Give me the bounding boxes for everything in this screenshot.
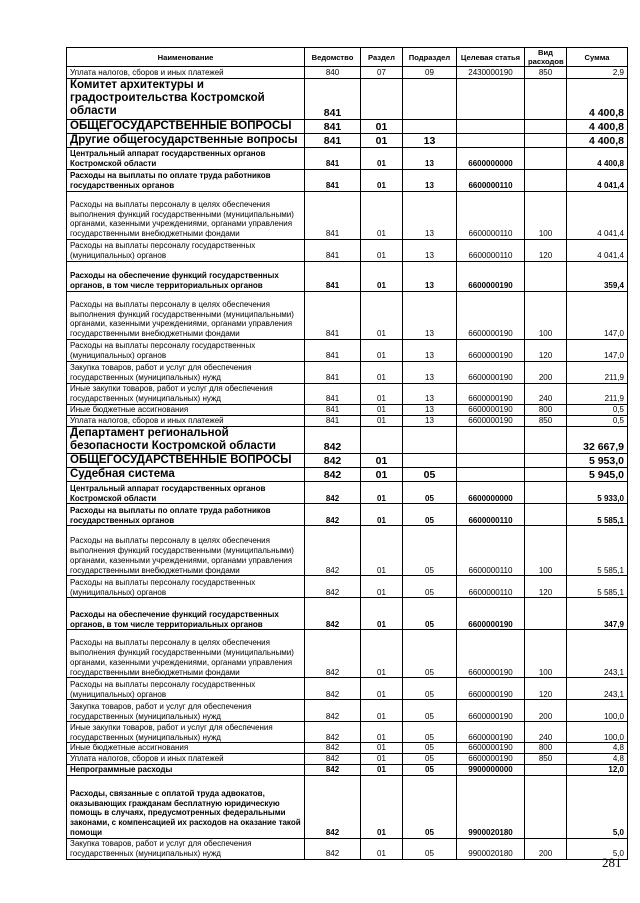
cell-name: Расходы на выплаты персоналу в целях обеспечения выполнения функций государственными (муниципальными) органами, казенными учреждениями, органами управления государственными внебюджетными фондами [67, 630, 305, 678]
cell-sum: 0,5 [567, 415, 628, 426]
cell-sum: 211,9 [567, 384, 628, 405]
cell-subsection: 13 [403, 133, 457, 147]
cell-expense-type: 100 [525, 526, 567, 576]
cell-target-article [457, 468, 525, 482]
cell-target-article: 6600000190 [457, 722, 525, 743]
cell-department: 841 [305, 262, 361, 292]
cell-name: Расходы на выплаты персоналу государственных (муниципальных) органов [67, 576, 305, 598]
cell-sum: 4 041,4 [567, 240, 628, 262]
cell-target-article [457, 119, 525, 133]
cell-section: 01 [361, 754, 403, 765]
cell-sum: 4,8 [567, 743, 628, 754]
cell-subsection: 05 [403, 598, 457, 630]
cell-expense-type: 850 [525, 67, 567, 79]
cell-name: Непрограммные расходы [67, 765, 305, 776]
cell-expense-type [525, 119, 567, 133]
cell-sum: 147,0 [567, 292, 628, 340]
cell-subsection [403, 454, 457, 468]
cell-department: 841 [305, 192, 361, 240]
cell-expense-type: 800 [525, 743, 567, 754]
cell-subsection: 13 [403, 415, 457, 426]
cell-department: 842 [305, 598, 361, 630]
cell-section: 01 [361, 148, 403, 170]
cell-target-article: 9900020180 [457, 838, 525, 859]
cell-section: 01 [361, 576, 403, 598]
cell-expense-type [525, 598, 567, 630]
cell-section: 01 [361, 482, 403, 504]
cell-department: 841 [305, 292, 361, 340]
cell-target-article: 6600000190 [457, 415, 525, 426]
cell-department: 842 [305, 504, 361, 526]
table-row [67, 262, 628, 292]
cell-name: Центральный аппарат государственных органов Костромской области [67, 482, 305, 504]
header-subsection: Подраздел [403, 48, 457, 67]
cell-subsection: 13 [403, 240, 457, 262]
table-row [67, 405, 628, 416]
cell-section: 01 [361, 192, 403, 240]
cell-sum: 4,8 [567, 754, 628, 765]
cell-section: 01 [361, 292, 403, 340]
cell-sum: 147,0 [567, 340, 628, 362]
cell-department: 842 [305, 630, 361, 678]
cell-expense-type [525, 170, 567, 192]
cell-sum: 5 953,0 [567, 454, 628, 468]
cell-subsection: 05 [403, 678, 457, 700]
cell-expense-type: 240 [525, 722, 567, 743]
header-target-article: Целевая статья [457, 48, 525, 67]
cell-subsection: 05 [403, 576, 457, 598]
cell-expense-type [525, 262, 567, 292]
cell-subsection: 05 [403, 526, 457, 576]
cell-sum: 5 585,1 [567, 526, 628, 576]
cell-target-article: 9900020180 [457, 775, 525, 838]
table-row [67, 468, 628, 482]
table-row [67, 754, 628, 765]
cell-section: 01 [361, 340, 403, 362]
cell-subsection: 05 [403, 743, 457, 754]
cell-sum: 5 585,1 [567, 504, 628, 526]
table-row [67, 384, 628, 405]
cell-name: Иные закупки товаров, работ и услуг для обеспечения государственных (муниципальных) нужд [67, 384, 305, 405]
cell-expense-type: 800 [525, 405, 567, 416]
table-row [67, 482, 628, 504]
cell-section: 01 [361, 722, 403, 743]
table-row [67, 598, 628, 630]
cell-target-article: 6600000110 [457, 504, 525, 526]
cell-name: ОБЩЕГОСУДАРСТВЕННЫЕ ВОПРОСЫ [67, 454, 305, 468]
table-row [67, 133, 628, 147]
cell-subsection: 13 [403, 340, 457, 362]
cell-section: 01 [361, 133, 403, 147]
cell-subsection [403, 79, 457, 120]
cell-target-article: 6600000000 [457, 482, 525, 504]
cell-subsection: 05 [403, 482, 457, 504]
table-row [67, 292, 628, 340]
cell-name: Уплата налогов, сборов и иных платежей [67, 754, 305, 765]
cell-section: 01 [361, 775, 403, 838]
cell-subsection: 05 [403, 630, 457, 678]
cell-department: 842 [305, 678, 361, 700]
table-row [67, 743, 628, 754]
cell-section: 01 [361, 468, 403, 482]
cell-section: 01 [361, 454, 403, 468]
cell-department: 841 [305, 133, 361, 147]
cell-subsection: 05 [403, 838, 457, 859]
cell-sum: 5 585,1 [567, 576, 628, 598]
cell-subsection: 05 [403, 754, 457, 765]
cell-name: Расходы на выплаты персоналу в целях обеспечения выполнения функций государственными (муниципальными) органами, казенными учреждениями, органами управления государственными внебюджетными фондами [67, 292, 305, 340]
table-row [67, 630, 628, 678]
cell-sum: 0,5 [567, 405, 628, 416]
cell-section: 01 [361, 415, 403, 426]
table-row [67, 700, 628, 722]
table-row [67, 504, 628, 526]
cell-department: 842 [305, 426, 361, 453]
cell-name: ОБЩЕГОСУДАРСТВЕННЫЕ ВОПРОСЫ [67, 119, 305, 133]
cell-name: Иные бюджетные ассигнования [67, 405, 305, 416]
cell-expense-type [525, 426, 567, 453]
cell-sum: 4 400,8 [567, 119, 628, 133]
table-row [67, 362, 628, 384]
cell-subsection: 13 [403, 292, 457, 340]
cell-subsection: 05 [403, 504, 457, 526]
header-name: Наименование [67, 48, 305, 67]
cell-target-article: 6600000110 [457, 576, 525, 598]
cell-sum: 2,9 [567, 67, 628, 79]
cell-subsection: 13 [403, 384, 457, 405]
cell-section: 01 [361, 504, 403, 526]
cell-subsection: 09 [403, 67, 457, 79]
cell-target-article: 6600000190 [457, 405, 525, 416]
cell-target-article [457, 79, 525, 120]
cell-section: 07 [361, 67, 403, 79]
cell-department: 842 [305, 700, 361, 722]
cell-subsection: 05 [403, 722, 457, 743]
cell-department: 841 [305, 148, 361, 170]
cell-department: 841 [305, 119, 361, 133]
table-row [67, 678, 628, 700]
table-row [67, 240, 628, 262]
table-row [67, 838, 628, 859]
cell-target-article: 2430000190 [457, 67, 525, 79]
cell-section: 01 [361, 119, 403, 133]
budget-table [66, 47, 628, 860]
cell-name: Расходы, связанные с оплатой труда адвокатов, оказывающих гражданам бесплатную юридическую помощь в случаях, предусмотренных федеральными законами, с компенсацией их расходов на оказание такой помощи [67, 775, 305, 838]
cell-sum: 4 400,8 [567, 133, 628, 147]
cell-name: Центральный аппарат государственных органов Костромской области [67, 148, 305, 170]
cell-section [361, 79, 403, 120]
cell-name: Расходы на обеспечение функций государственных органов, в том числе территориальных органов [67, 262, 305, 292]
cell-section: 01 [361, 384, 403, 405]
cell-target-article: 6600000110 [457, 526, 525, 576]
cell-sum: 5 933,0 [567, 482, 628, 504]
cell-sum: 4 041,4 [567, 170, 628, 192]
cell-department: 842 [305, 482, 361, 504]
cell-section: 01 [361, 700, 403, 722]
cell-sum: 4 400,8 [567, 148, 628, 170]
cell-department: 841 [305, 405, 361, 416]
table-row [67, 576, 628, 598]
cell-expense-type: 850 [525, 754, 567, 765]
cell-section: 01 [361, 405, 403, 416]
cell-expense-type [525, 148, 567, 170]
cell-department: 842 [305, 526, 361, 576]
cell-section: 01 [361, 598, 403, 630]
cell-name: Расходы на выплаты по оплате труда работников государственных органов [67, 504, 305, 526]
cell-expense-type: 120 [525, 678, 567, 700]
cell-sum: 347,9 [567, 598, 628, 630]
table-row [67, 526, 628, 576]
cell-section: 01 [361, 362, 403, 384]
table-row [67, 170, 628, 192]
cell-expense-type [525, 468, 567, 482]
cell-section: 01 [361, 678, 403, 700]
cell-name: Уплата налогов, сборов и иных платежей [67, 415, 305, 426]
table-row [67, 340, 628, 362]
cell-expense-type: 120 [525, 576, 567, 598]
cell-name: Расходы на выплаты персоналу государственных (муниципальных) органов [67, 240, 305, 262]
cell-subsection: 05 [403, 775, 457, 838]
cell-name: Расходы на выплаты персоналу государственных (муниципальных) органов [67, 678, 305, 700]
cell-subsection: 05 [403, 700, 457, 722]
cell-target-article [457, 426, 525, 453]
cell-target-article: 6600000190 [457, 743, 525, 754]
cell-target-article: 6600000190 [457, 292, 525, 340]
table-row [67, 426, 628, 453]
cell-expense-type [525, 775, 567, 838]
cell-name: Расходы на обеспечение функций государственных органов, в том числе территориальных органов [67, 598, 305, 630]
cell-target-article: 6600000190 [457, 262, 525, 292]
cell-section: 01 [361, 743, 403, 754]
table-row [67, 148, 628, 170]
page-number: 281 [602, 855, 622, 870]
cell-department: 840 [305, 67, 361, 79]
cell-subsection: 13 [403, 148, 457, 170]
cell-department: 842 [305, 754, 361, 765]
cell-expense-type: 240 [525, 384, 567, 405]
cell-target-article: 6600000190 [457, 630, 525, 678]
cell-department: 842 [305, 576, 361, 598]
table-row [67, 765, 628, 776]
cell-expense-type [525, 504, 567, 526]
cell-target-article: 6600000190 [457, 700, 525, 722]
cell-department: 841 [305, 340, 361, 362]
cell-expense-type [525, 765, 567, 776]
table-row [67, 775, 628, 838]
cell-expense-type: 200 [525, 838, 567, 859]
cell-expense-type: 200 [525, 362, 567, 384]
cell-subsection: 13 [403, 405, 457, 416]
header-section: Раздел [361, 48, 403, 67]
cell-subsection: 13 [403, 192, 457, 240]
cell-department: 842 [305, 838, 361, 859]
cell-name: Закупка товаров, работ и услуг для обеспечения государственных (муниципальных) нужд [67, 838, 305, 859]
cell-section [361, 426, 403, 453]
cell-department: 842 [305, 722, 361, 743]
table-row [67, 454, 628, 468]
cell-subsection: 13 [403, 362, 457, 384]
cell-name: Судебная система [67, 468, 305, 482]
cell-section: 01 [361, 526, 403, 576]
cell-expense-type [525, 79, 567, 120]
header-expense-type: Вид расходов [525, 48, 567, 67]
cell-target-article: 6600000110 [457, 170, 525, 192]
cell-target-article: 6600000110 [457, 192, 525, 240]
cell-section: 01 [361, 630, 403, 678]
cell-sum: 243,1 [567, 678, 628, 700]
cell-name: Закупка товаров, работ и услуг для обеспечения государственных (муниципальных) нужд [67, 700, 305, 722]
cell-target-article [457, 454, 525, 468]
cell-department: 842 [305, 454, 361, 468]
cell-name: Комитет архитектуры и градостроительства Костромской области [67, 79, 305, 120]
cell-name: Департамент региональной безопасности Костромской области [67, 426, 305, 453]
cell-expense-type: 100 [525, 192, 567, 240]
header-department: Ведомство [305, 48, 361, 67]
cell-subsection: 05 [403, 468, 457, 482]
cell-name: Уплата налогов, сборов и иных платежей [67, 67, 305, 79]
cell-target-article: 6600000190 [457, 754, 525, 765]
cell-sum: 32 667,9 [567, 426, 628, 453]
cell-department: 842 [305, 743, 361, 754]
cell-target-article: 6600000190 [457, 598, 525, 630]
table-body [67, 67, 628, 860]
cell-expense-type: 850 [525, 415, 567, 426]
cell-target-article: 9900000000 [457, 765, 525, 776]
cell-name: Иные закупки товаров, работ и услуг для обеспечения государственных (муниципальных) нужд [67, 722, 305, 743]
cell-sum: 100,0 [567, 700, 628, 722]
cell-subsection: 13 [403, 170, 457, 192]
cell-target-article [457, 133, 525, 147]
table-row [67, 67, 628, 79]
cell-target-article: 6600000190 [457, 362, 525, 384]
cell-section: 01 [361, 262, 403, 292]
cell-department: 842 [305, 468, 361, 482]
cell-subsection: 13 [403, 262, 457, 292]
cell-expense-type [525, 133, 567, 147]
cell-target-article: 6600000190 [457, 384, 525, 405]
cell-sum: 12,0 [567, 765, 628, 776]
cell-expense-type: 120 [525, 340, 567, 362]
cell-target-article: 6600000190 [457, 340, 525, 362]
cell-department: 842 [305, 775, 361, 838]
cell-department: 841 [305, 79, 361, 120]
cell-department: 842 [305, 765, 361, 776]
cell-expense-type: 100 [525, 292, 567, 340]
cell-subsection [403, 426, 457, 453]
cell-target-article: 6600000110 [457, 240, 525, 262]
cell-expense-type: 120 [525, 240, 567, 262]
cell-name: Иные бюджетные ассигнования [67, 743, 305, 754]
cell-department: 841 [305, 362, 361, 384]
header-sum: Сумма [567, 48, 628, 67]
cell-name: Другие общегосударственные вопросы [67, 133, 305, 147]
cell-subsection: 05 [403, 765, 457, 776]
cell-sum: 100,0 [567, 722, 628, 743]
cell-sum: 211,9 [567, 362, 628, 384]
cell-department: 841 [305, 240, 361, 262]
table-row [67, 79, 628, 120]
cell-name: Расходы на выплаты персоналу государственных (муниципальных) органов [67, 340, 305, 362]
cell-subsection [403, 119, 457, 133]
budget-table-container [66, 47, 627, 860]
cell-department: 841 [305, 170, 361, 192]
table-header-row [67, 48, 628, 67]
cell-expense-type [525, 454, 567, 468]
cell-target-article: 6600000000 [457, 148, 525, 170]
table-row [67, 722, 628, 743]
cell-section: 01 [361, 240, 403, 262]
cell-sum: 5 945,0 [567, 468, 628, 482]
cell-section: 01 [361, 765, 403, 776]
cell-sum: 359,4 [567, 262, 628, 292]
cell-sum: 4 041,4 [567, 192, 628, 240]
cell-expense-type: 100 [525, 630, 567, 678]
cell-department: 841 [305, 415, 361, 426]
cell-sum: 4 400,8 [567, 79, 628, 120]
table-row [67, 119, 628, 133]
cell-expense-type [525, 482, 567, 504]
cell-sum: 243,1 [567, 630, 628, 678]
cell-department: 841 [305, 384, 361, 405]
cell-sum: 5,0 [567, 775, 628, 838]
cell-name: Расходы на выплаты по оплате труда работников государственных органов [67, 170, 305, 192]
cell-name: Расходы на выплаты персоналу в целях обеспечения выполнения функций государственными (муниципальными) органами, казенными учреждениями, органами управления государственными внебюджетными фондами [67, 192, 305, 240]
cell-sum: 5,0 [567, 838, 628, 859]
table-row [67, 415, 628, 426]
cell-section: 01 [361, 838, 403, 859]
table-row [67, 192, 628, 240]
cell-section: 01 [361, 170, 403, 192]
cell-name: Закупка товаров, работ и услуг для обеспечения государственных (муниципальных) нужд [67, 362, 305, 384]
cell-target-article: 6600000190 [457, 678, 525, 700]
cell-name: Расходы на выплаты персоналу в целях обеспечения выполнения функций государственными (муниципальными) органами, казенными учреждениями, органами управления государственными внебюджетными фондами [67, 526, 305, 576]
cell-expense-type: 200 [525, 700, 567, 722]
